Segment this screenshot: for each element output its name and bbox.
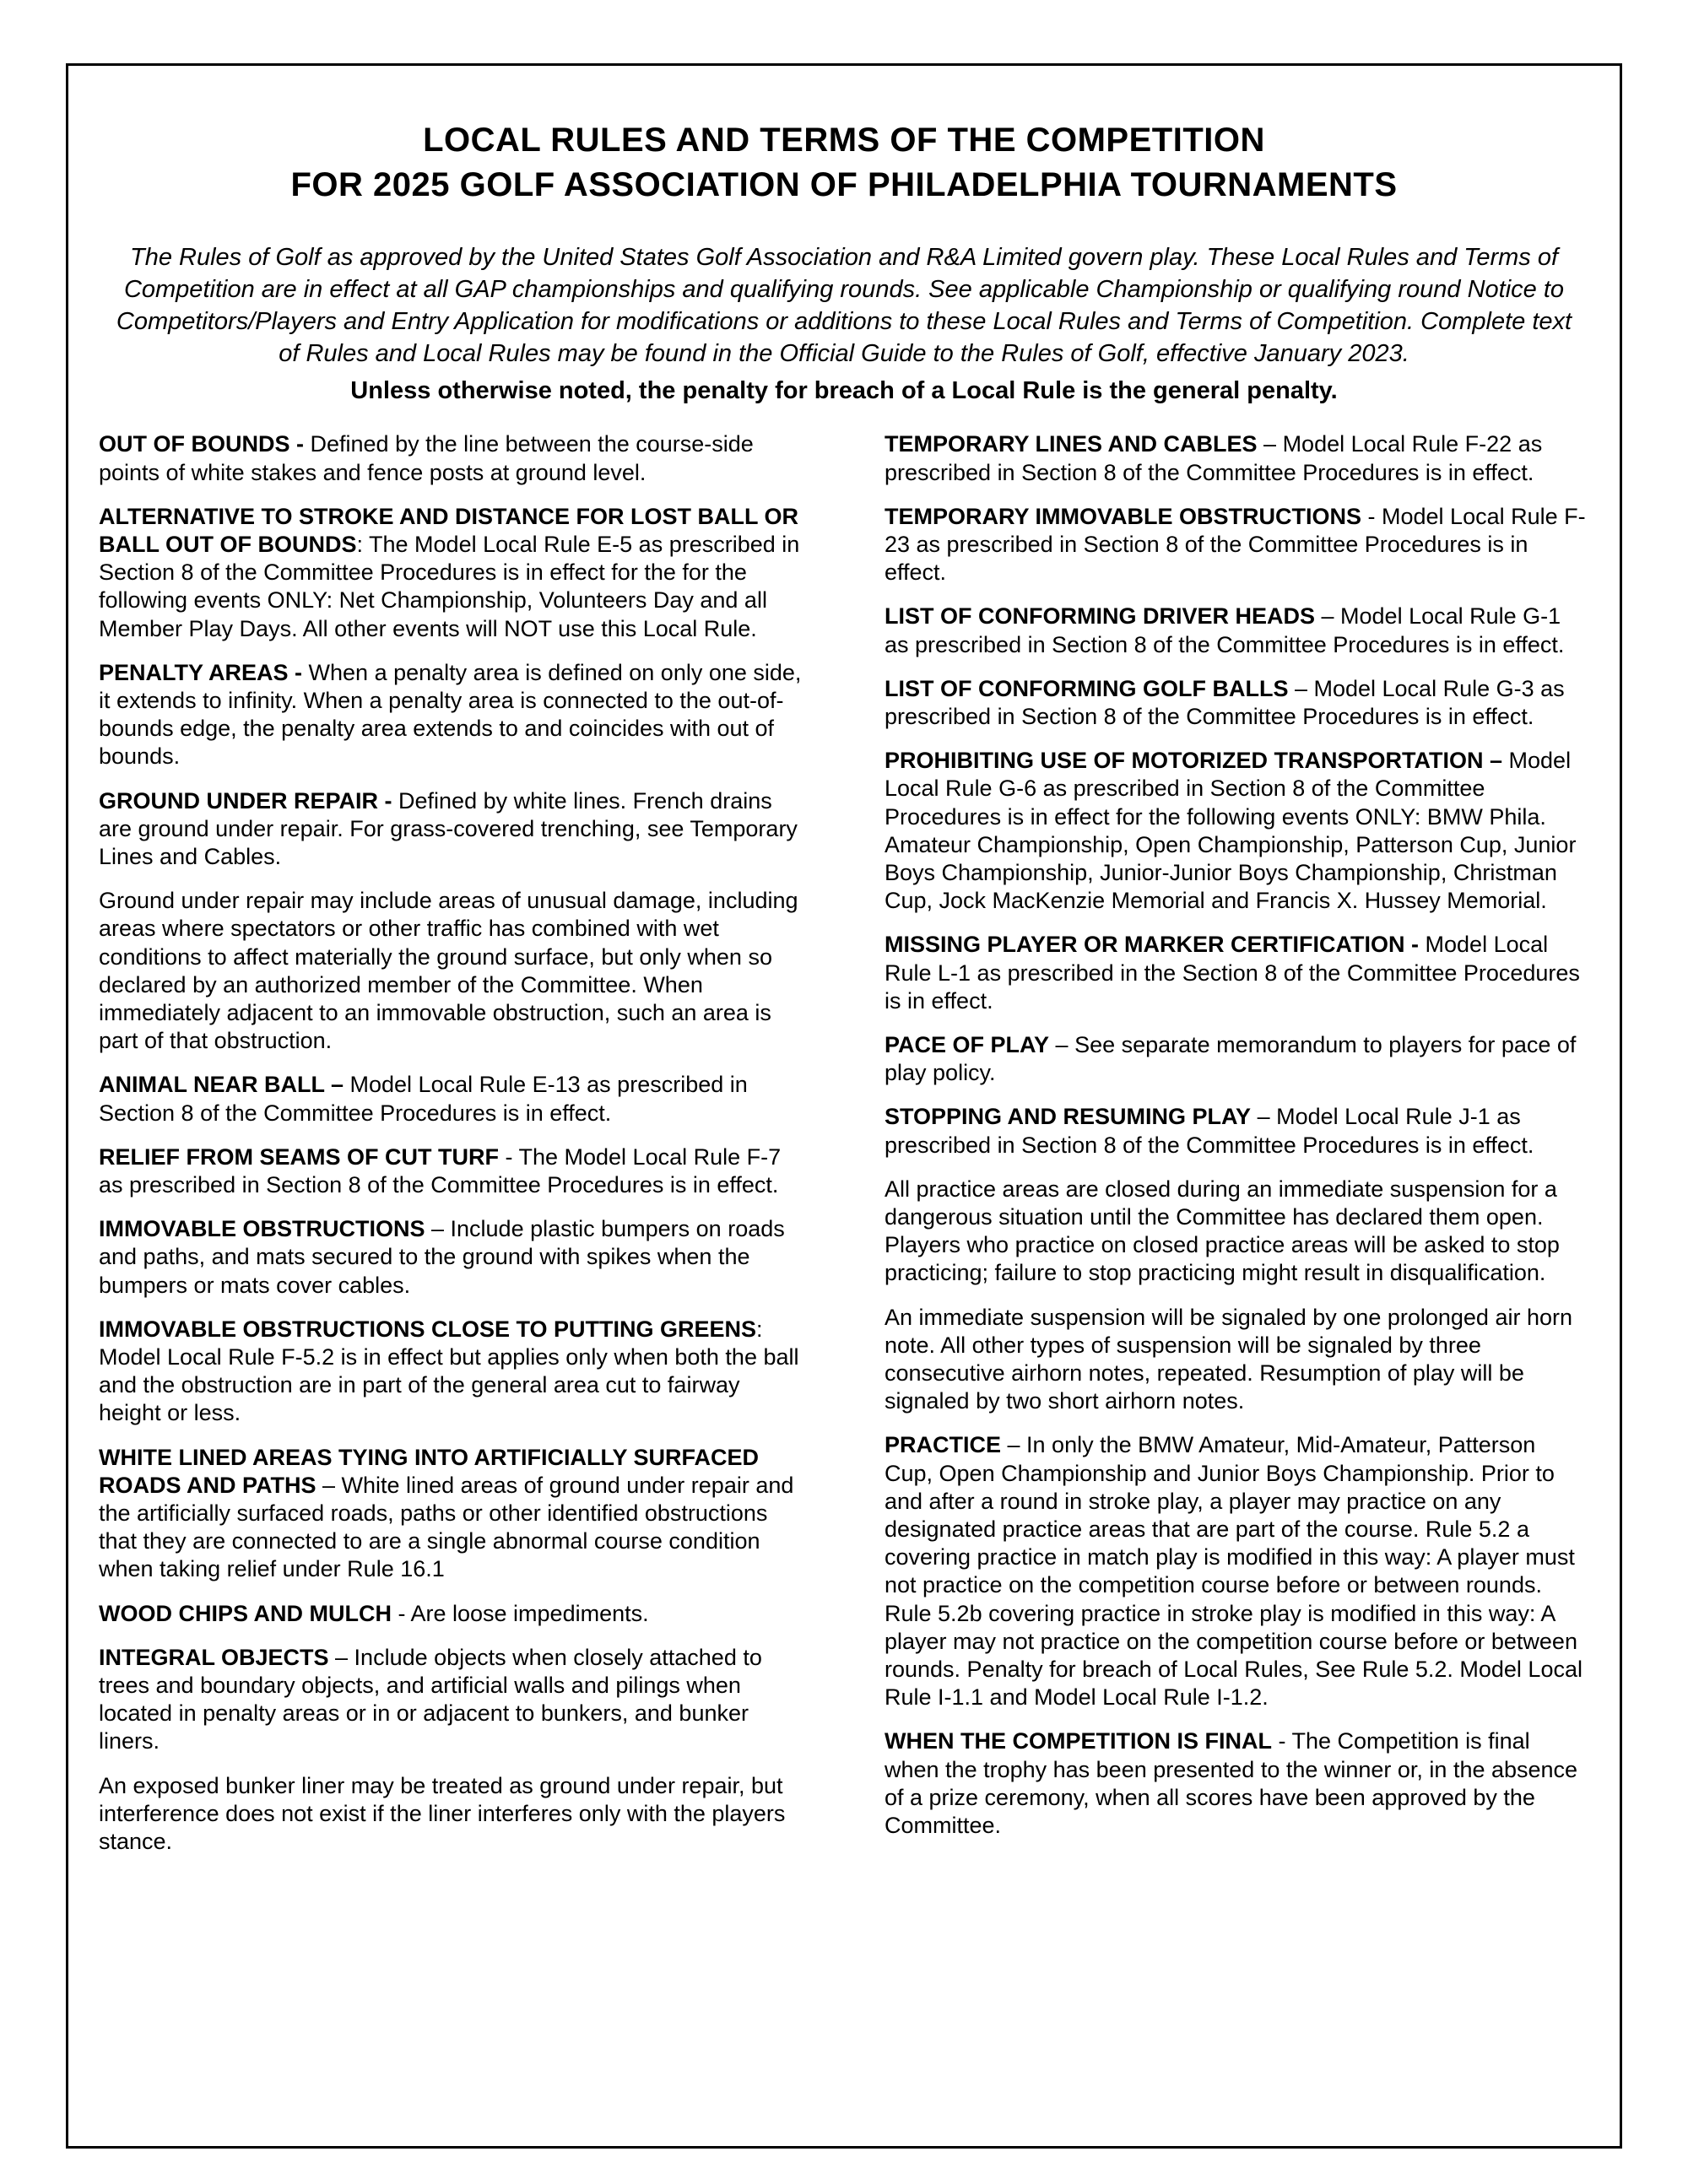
rule-heading: WHEN THE COMPETITION IS FINAL [885,1728,1272,1754]
rule-heading: IMMOVABLE OBSTRUCTIONS CLOSE TO PUTTING GREENS [99,1316,757,1342]
intro-paragraph: The Rules of Golf as approved by the United States Golf Association and R&A Limited govern play. These Local Rules and Terms of Competition are in effect at all GAP championships and qualifying rounds. See applicable Championship or qualifying round Notice to Competitors/Players and Entry Application for modifications or additions to these Local Rules and Terms of Competition. Complete text of Rules and Local Rules may be found in the Official Guide to the Rules of Golf, effective January 2023. [116,243,1572,368]
rule-practice [885,1431,1589,1711]
rule-body: : Model Local Rule F-5.2 is in effect but applies only when both the ball and the obstruction are in part of the general area cut to fairway height or less. [99,1316,799,1426]
rule-body: : The Model Local Rule E-5 as prescribed in Section 8 of the Committee Procedures is in effect for the for the following events ONLY: Net Championship, Volunteers Day and all Member Play Days. All other events will NOT use this Local Rule. [99,531,800,641]
document-title [99,118,1589,208]
rule-relief-seams-cut-turf [99,1143,803,1199]
rule-body: – Model Local Rule J-1 as prescribed in Section 8 of the Committee Procedures is in effect. [885,1104,1534,1158]
rule-heading: TEMPORARY LINES AND CABLES [885,431,1258,457]
rule-heading: IMMOVABLE OBSTRUCTIONS [99,1216,425,1242]
rule-immovable-obstructions-putting-greens [99,1316,803,1428]
rule-heading: RELIEF FROM SEAMS OF CUT TURF [99,1143,499,1170]
rule-heading: ALTERNATIVE TO STROKE AND DISTANCE FOR LOST BALL OR BALL OUT OF BOUNDS [99,503,798,557]
rule-penalty-areas [99,659,803,771]
rule-heading: STOPPING AND RESUMING PLAY [885,1104,1252,1130]
rule-conforming-driver-heads [885,603,1589,658]
page-border [66,63,1622,2149]
paragraph-bunker-liner [99,1772,803,1857]
rule-body: – Include plastic bumpers on roads and paths, and mats secured to the ground with spikes when the bumpers or mats cover cables. [99,1216,785,1298]
paragraph-practice-areas-closed [885,1176,1589,1288]
rule-animal-near-ball [99,1071,803,1127]
rule-body: – Model Local Rule F-22 as prescribed in Section 8 of the Committee Procedures is in effect. [885,431,1543,485]
rule-body: Defined by the line between the course-side points of white stakes and fence posts at ground level. [99,431,754,485]
rule-conforming-golf-balls [885,675,1589,731]
rule-immovable-obstructions [99,1215,803,1300]
rule-when-competition-final [885,1727,1589,1840]
rule-heading: PROHIBITING USE OF MOTORIZED TRANSPORTATION – [885,748,1509,774]
rule-prohibiting-motorized-transportation [885,747,1589,915]
rule-body: – White lined areas of ground under repair and the artificially surfaced roads, paths or other identified obstructions that they are connected to are a single abnormal course condition when taking relief under Rule 16.1 [99,1472,794,1582]
rules-columns [99,430,1589,1872]
rule-temporary-lines-cables [885,430,1589,486]
paragraph-ground-under-repair-extra [99,887,803,1055]
rule-body: - The Competition is final when the trophy has been presented to the winner or, in the absence of a prize ceremony, when all scores have been approved by the Committee. [885,1728,1578,1839]
rule-alternative-stroke-distance [99,503,803,643]
right-column [885,430,1589,1856]
left-column [99,430,803,1872]
rule-body: Ground under repair may include areas of unusual damage, including areas where spectators or other traffic has combined with wet conditions to affect materially the ground surface, but only when so declared by an authorized member of the Committee. When immediately adjacent to an immovable obstruction, such an area is part of that obstruction. [99,888,798,1054]
rule-heading: PRACTICE [885,1432,1002,1458]
title-line-1: LOCAL RULES AND TERMS OF THE COMPETITION [423,122,1265,159]
rule-body: - Are loose impediments. [391,1600,649,1626]
rule-body: - The Model Local Rule F-7 as prescribed in Section 8 of the Committee Procedures is in effect. [99,1143,782,1198]
rule-wood-chips-mulch [99,1600,803,1628]
rule-body: Defined by white lines. French drains are ground under repair. For grass-covered trenching, see Temporary Lines and Cables. [99,787,798,869]
rule-body: When a penalty area is defined on only one side, it extends to infinity. When a penalty area is connected to the out-of-bounds edge, the penalty area extends to and coincides with out of bounds. [99,659,802,770]
rule-heading: PACE OF PLAY [885,1032,1050,1057]
rule-body: An exposed bunker liner may be treated as ground under repair, but interference does not exist if the liner interferes only with the players stance. [99,1772,786,1855]
rule-body: Model Local Rule G-6 as prescribed in Section 8 of the Committee Procedures is in effect for the following events ONLY: BMW Phila. Amateur Championship, Open Championship, Patterson Cup, Junior Boys Championship, Junior-Junior Boys Championship, Christman Cup, Jock MacKenzie Memorial and Francis X. Hussey Memorial. [885,748,1577,914]
rule-body: An immediate suspension will be signaled by one prolonged air horn note. All other types of suspension will be signaled by three consecutive airhorn notes, repeated. Resumption of play will be signaled by two short airhorn notes. [885,1304,1572,1414]
rule-heading: INTEGRAL OBJECTS [99,1644,329,1670]
rule-stopping-resuming-play [885,1103,1589,1159]
rule-body: – In only the BMW Amateur, Mid-Amateur, Patterson Cup, Open Championship and Junior Boys Championship. Prior to and after a round in stroke play, a player may practice on any designated practice areas that are part of the course. Rule 5.2 a covering practice in match play is modified in this way: A player must not practice on the competition course before or between rounds. Rule 5.2b covering practice in stroke play is modified in this way: A player may not practice on the competition course before or between rounds. Penalty for breach of Local Rules, See Rule 5.2. Model Local Rule I-1.1 and Model Local Rule I-1.2. [885,1432,1582,1711]
rule-heading: PENALTY AREAS - [99,659,309,685]
rule-ground-under-repair [99,787,803,872]
rule-heading: WHITE LINED AREAS TYING INTO ARTIFICIALLY SURFACED ROADS AND PATHS [99,1444,760,1498]
rule-heading: TEMPORARY IMMOVABLE OBSTRUCTIONS [885,503,1362,529]
rule-missing-player-marker-certification [885,931,1589,1015]
penalty-note: Unless otherwise noted, the penalty for breach of a Local Rule is the general penalty. [350,376,1338,404]
rule-body: Model Local Rule L-1 as prescribed in the Section 8 of the Committee Procedures is in effect. [885,932,1580,1014]
rule-body: – Include objects when closely attached to trees and boundary objects, and artificial walls and pilings when located in penalty areas or in or adjacent to bunkers, and bunker liners. [99,1644,762,1754]
rule-heading: ANIMAL NEAR BALL – [99,1072,350,1098]
rule-integral-objects [99,1644,803,1756]
rule-heading: OUT OF BOUNDS - [99,431,311,457]
paragraph-suspension-signals [885,1304,1589,1416]
rule-heading: WOOD CHIPS AND MULCH [99,1600,392,1626]
rule-heading: MISSING PLAYER OR MARKER CERTIFICATION - [885,932,1426,958]
rule-body: Model Local Rule E-13 as prescribed in Section 8 of the Committee Procedures is in effect. [99,1072,748,1126]
rule-body: – Model Local Rule G-1 as prescribed in Section 8 of the Committee Procedures is in effect. [885,603,1565,657]
rule-heading: LIST OF CONFORMING GOLF BALLS [885,675,1289,701]
rule-heading: GROUND UNDER REPAIR - [99,787,399,814]
rule-white-lined-areas [99,1444,803,1584]
rule-body: – See separate memorandum to players for pace of play policy. [885,1032,1577,1086]
rule-heading: LIST OF CONFORMING DRIVER HEADS [885,603,1316,630]
rule-pace-of-play [885,1031,1589,1087]
rule-temporary-immovable-obstructions [885,503,1589,587]
rule-body: – Model Local Rule G-3 as prescribed in Section 8 of the Committee Procedures is in effect. [885,675,1565,729]
title-line-2: FOR 2025 GOLF ASSOCIATION OF PHILADELPHIA TOURNAMENTS [290,165,1398,203]
rule-out-of-bounds [99,430,803,486]
rule-body: - Model Local Rule F-23 as prescribed in Section 8 of the Committee Procedures is in effect. [885,503,1586,586]
rule-body: All practice areas are closed during an immediate suspension for a dangerous situation until the Committee has declared them open. Players who practice on closed practice areas will be asked to stop practicing; failure to stop practicing might result in disqualification. [885,1176,1560,1286]
